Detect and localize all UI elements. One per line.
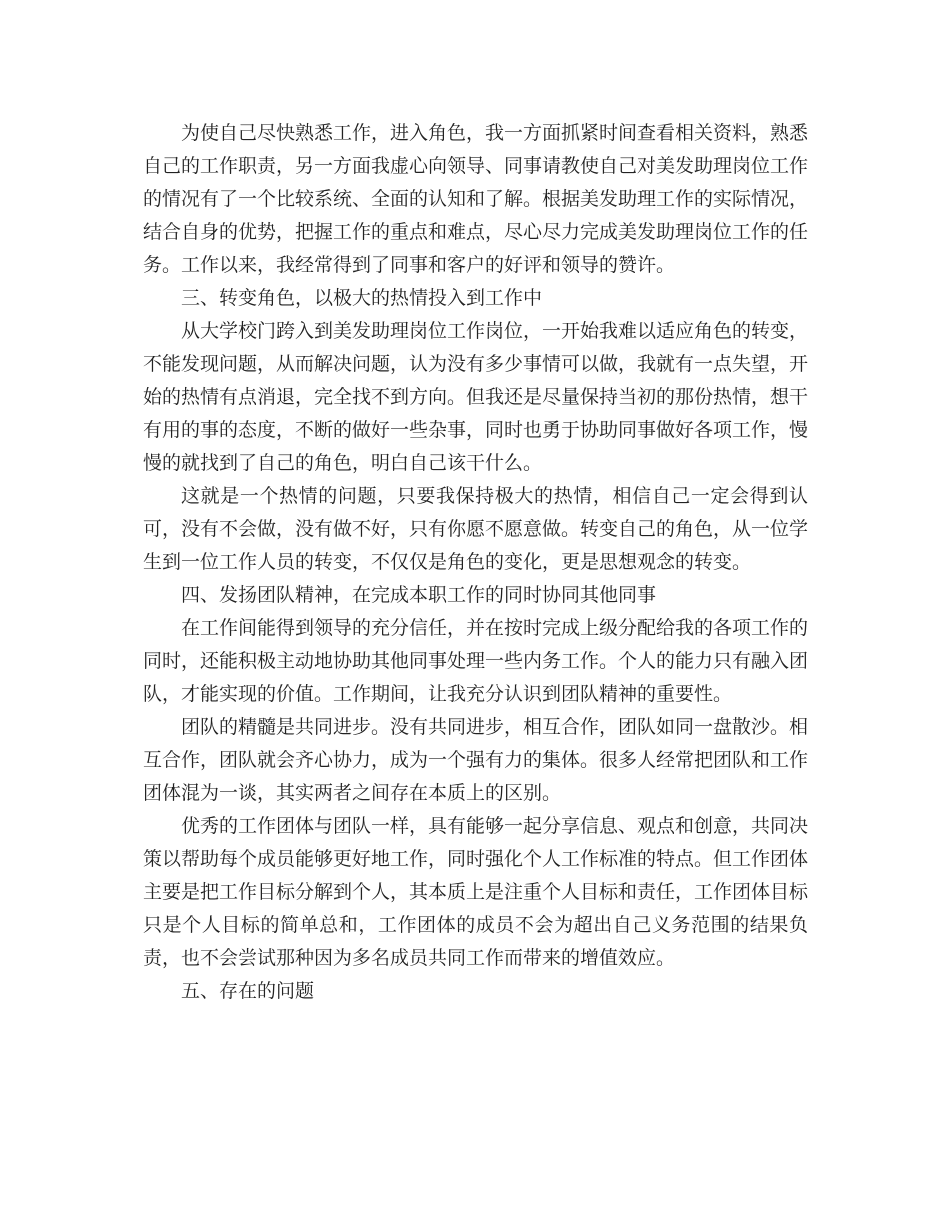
paragraph-trust: 在工作间能得到领导的充分信任，并在按时完成上级分配给我的各项工作的同时，还能积极主动地协助其他同事处理一些内务工作。个人的能力只有融入团队，才能实现的价值。工作期间，让我充分认识到团队精神的重要性。 <box>143 617 809 705</box>
section-heading-3: 三、转变角色，以极大的热情投入到工作中 <box>181 287 543 309</box>
paragraph-familiarize-work: 为使自己尽快熟悉工作，进入角色，我一方面抓紧时间查看相关资料，熟悉自己的工作职责，另一方面我虚心向领导、同事请教使自己对美发助理岗位工作的情况有了一个比较系统、全面的认知和了解。根据美发助理工作的实际情况，结合自身的优势，把握工作的重点和难点，尽心尽力完成美发助理岗位工作的任务。工作以来，我经常得到了同事和客户的好评和领导的赞许。 <box>143 122 809 276</box>
section-heading-4: 四、发扬团队精神，在完成本职工作的同时协同其他同事 <box>181 584 657 606</box>
paragraph-enthusiasm: 这就是一个热情的问题，只要我保持极大的热情，相信自己一定会得到认可，没有不会做，没有做不好，只有你愿不愿意做。转变自己的角色，从一位学生到一位工作人员的转变，不仅仅是角色的变化，更是思想观念的转变。 <box>143 485 809 573</box>
paragraph-role-change: 从大学校门跨入到美发助理岗位工作岗位，一开始我难以适应角色的转变，不能发现问题，从而解决问题，认为没有多少事情可以做，我就有一点失望，开始的热情有点消退，完全找不到方向。但我还是尽量保持当初的那份热情，想干有用的事的态度，不断的做好一些杂事，同时也勇于协助同事做好各项工作，慢慢的就找到了自己的角色，明白自己该干什么。 <box>143 320 809 474</box>
paragraph-team-essence: 团队的精髓是共同进步。没有共同进步，相互合作，团队如同一盘散沙。相互合作，团队就会齐心协力，成为一个强有力的集体。很多人经常把团队和工作团体混为一谈，其实两者之间存在本质上的区别。 <box>143 716 809 804</box>
section-heading-5: 五、存在的问题 <box>181 980 315 1002</box>
paragraph-work-group: 优秀的工作团体与团队一样，具有能够一起分享信息、观点和创意，共同决策以帮助每个成员能够更好地工作，同时强化个人工作标准的特点。但工作团体主要是把工作目标分解到个人，其本质上是注重个人目标和责任，工作团体目标只是个人目标的简单总和，工作团体的成员不会为超出自己义务范围的结果负责，也不会尝试那种因为多名成员共同工作而带来的增值效应。 <box>143 815 809 969</box>
document-body <box>143 117 808 1008</box>
